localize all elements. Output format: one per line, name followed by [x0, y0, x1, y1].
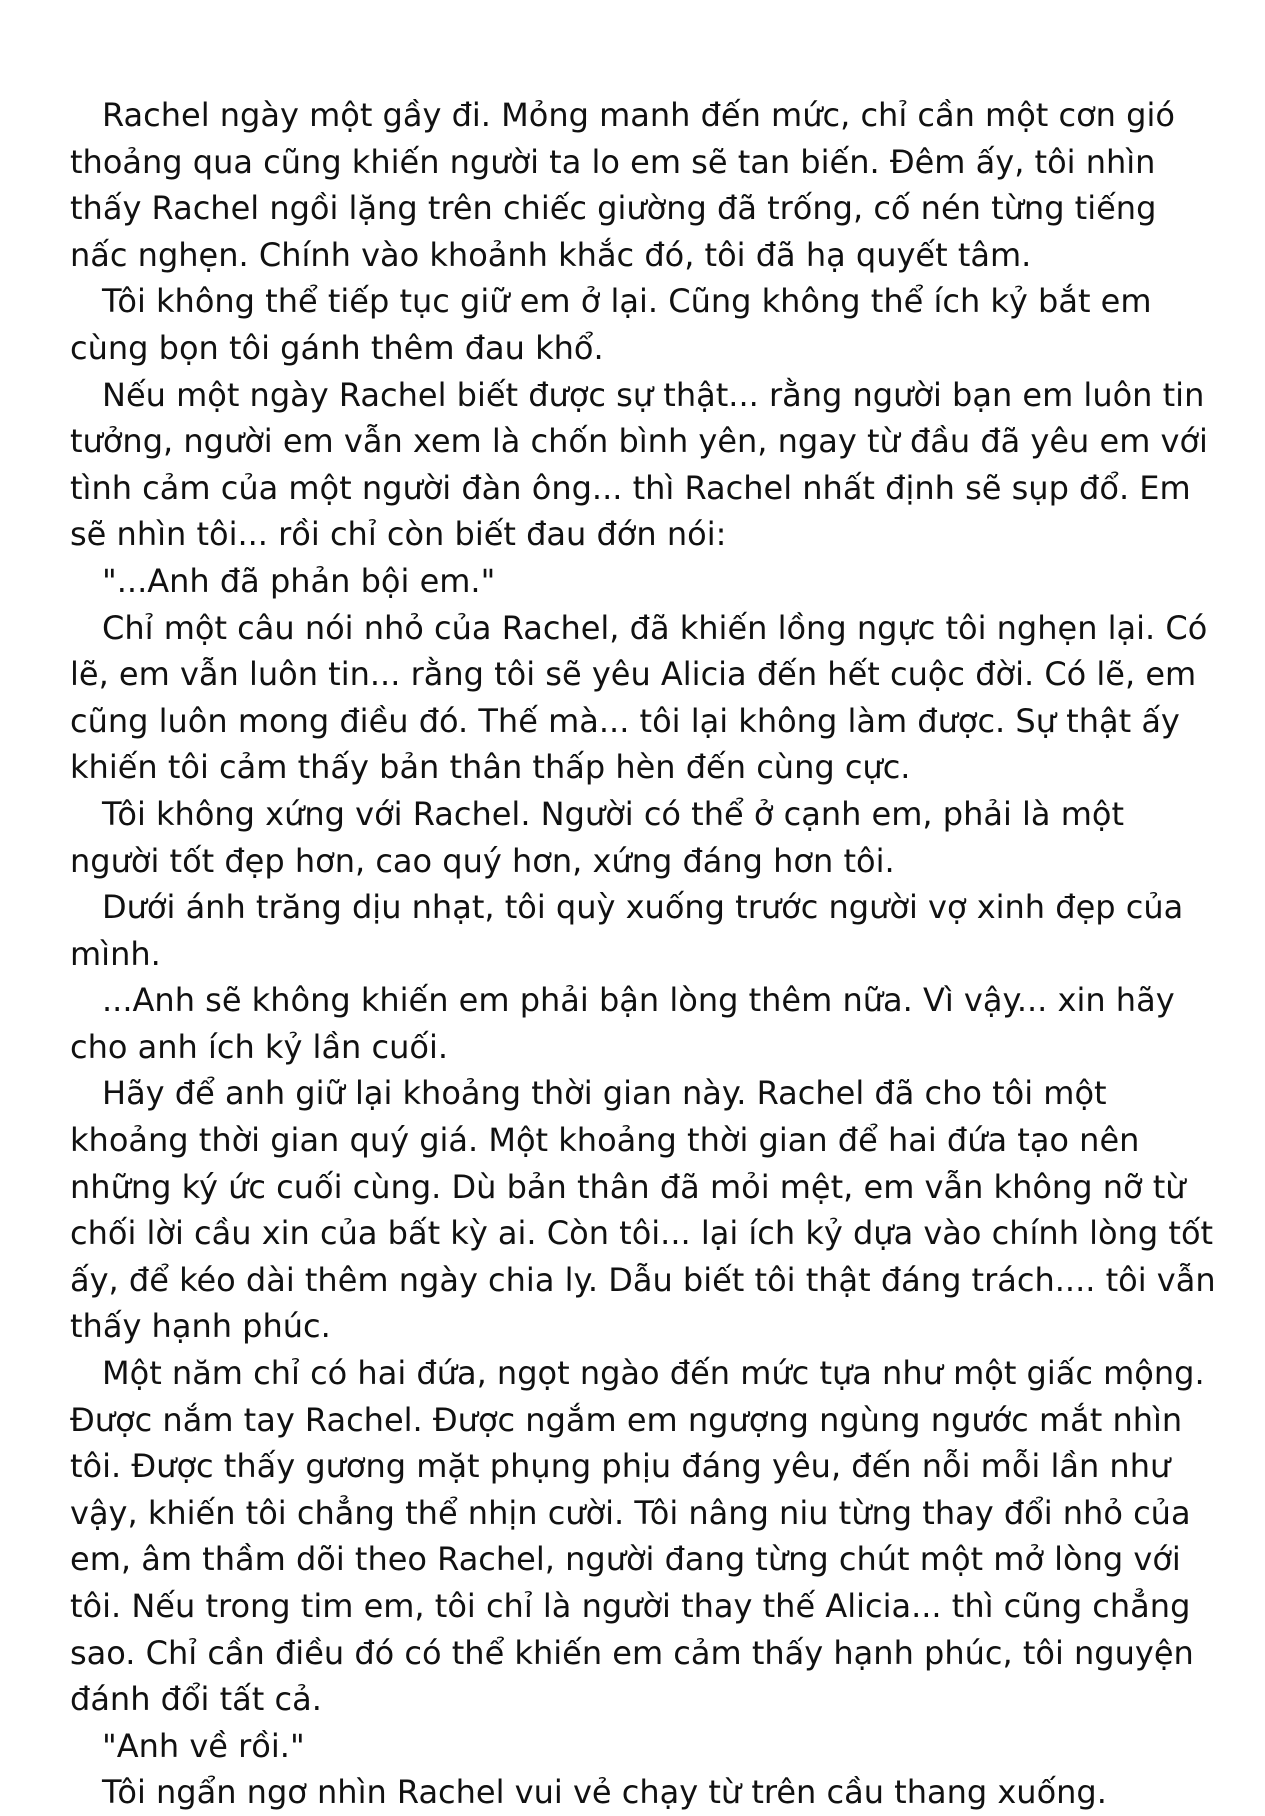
paragraph-7: Dưới ánh trăng dịu nhạt, tôi quỳ xuống trước người vợ xinh đẹp của mình. [70, 888, 1184, 973]
paragraph-9: Hãy để anh giữ lại khoảng thời gian này. Rachel đã cho tôi một khoảng thời gian quý giá. Một khoảng thời gian để hai đứa tạo nên những ký ức cuối cùng. Dù bản thân đã mỏi mệt, em vẫn không nỡ từ chối lời cầu xin của bất kỳ ai. Còn tôi... lại ích kỷ dựa vào chính lòng tốt ấy, để kéo dài thêm ngày chia ly. Dẫu biết tôi thật đáng trách.... tôi vẫn thấy hạnh phúc. [70, 1074, 1216, 1346]
paragraph-11: "Anh về rồi." [102, 1726, 305, 1765]
paragraph-1: Rachel ngày một gầy đi. Mỏng manh đến mức, chỉ cần một cơn gió thoảng qua cũng khiến người ta lo em sẽ tan biến. Đêm ấy, tôi nhìn thấy Rachel ngồi lặng trên chiếc giường đã trống, cố nén từng tiếng nấc nghẹn. Chính vào khoảnh khắc đó, tôi đã hạ quyết tâm. [70, 96, 1175, 274]
paragraph-8: ...Anh sẽ không khiến em phải bận lòng thêm nữa. Vì vậy... xin hãy cho anh ích kỷ lần cuối. [70, 981, 1175, 1066]
paragraph-3: Nếu một ngày Rachel biết được sự thật... rằng người bạn em luôn tin tưởng, người em vẫn xem là chốn bình yên, ngay từ đầu đã yêu em với tình cảm của một người đàn ông... thì Rachel nhất định sẽ sụp đổ. Em sẽ nhìn tôi... rồi chỉ còn biết đau đớn nói: [70, 375, 1208, 554]
paragraph-4: "...Anh đã phản bội em." [102, 561, 496, 600]
document-page [70, 92, 1218, 1816]
paragraph-2: Tôi không thể tiếp tục giữ em ở lại. Cũng không thể ích kỷ bắt em cùng bọn tôi gánh thêm đau khổ. [70, 282, 1152, 367]
paragraph-5: Chỉ một câu nói nhỏ của Rachel, đã khiến lồng ngực tôi nghẹn lại. Có lẽ, em vẫn luôn tin... rằng tôi sẽ yêu Alicia đến hết cuộc đời. Có lẽ, em cũng luôn mong điều đó. Thế mà... tôi lại không làm được. Sự thật ấy khiến tôi cảm thấy bản thân thấp hèn đến cùng cực. [70, 608, 1208, 787]
paragraph-12: Tôi ngẩn ngơ nhìn Rachel vui vẻ chạy từ trên cầu thang xuống. [102, 1773, 1107, 1812]
paragraph-6: Tôi không xứng với Rachel. Người có thể ở cạnh em, phải là một người tốt đẹp hơn, cao quý hơn, xứng đáng hơn tôi. [70, 794, 1124, 880]
paragraph-10: Một năm chỉ có hai đứa, ngọt ngào đến mức tựa như một giấc mộng. Được nắm tay Rachel. Được ngắm em ngượng ngùng ngước mắt nhìn tôi. Được thấy gương mặt phụng phịu đáng yêu, đến nỗi mỗi lần như vậy, khiến tôi chẳng thể nhịn cười. Tôi nâng niu từng thay đổi nhỏ của em, âm thầm dõi theo Rachel, người đang từng chút một mở lòng với tôi. Nếu trong tim em, tôi chỉ là người thay thế Alicia... thì cũng chẳng sao. Chỉ cần điều đó có thể khiến em cảm thấy hạnh phúc, tôi nguyện đánh đổi tất cả. [70, 1354, 1205, 1719]
